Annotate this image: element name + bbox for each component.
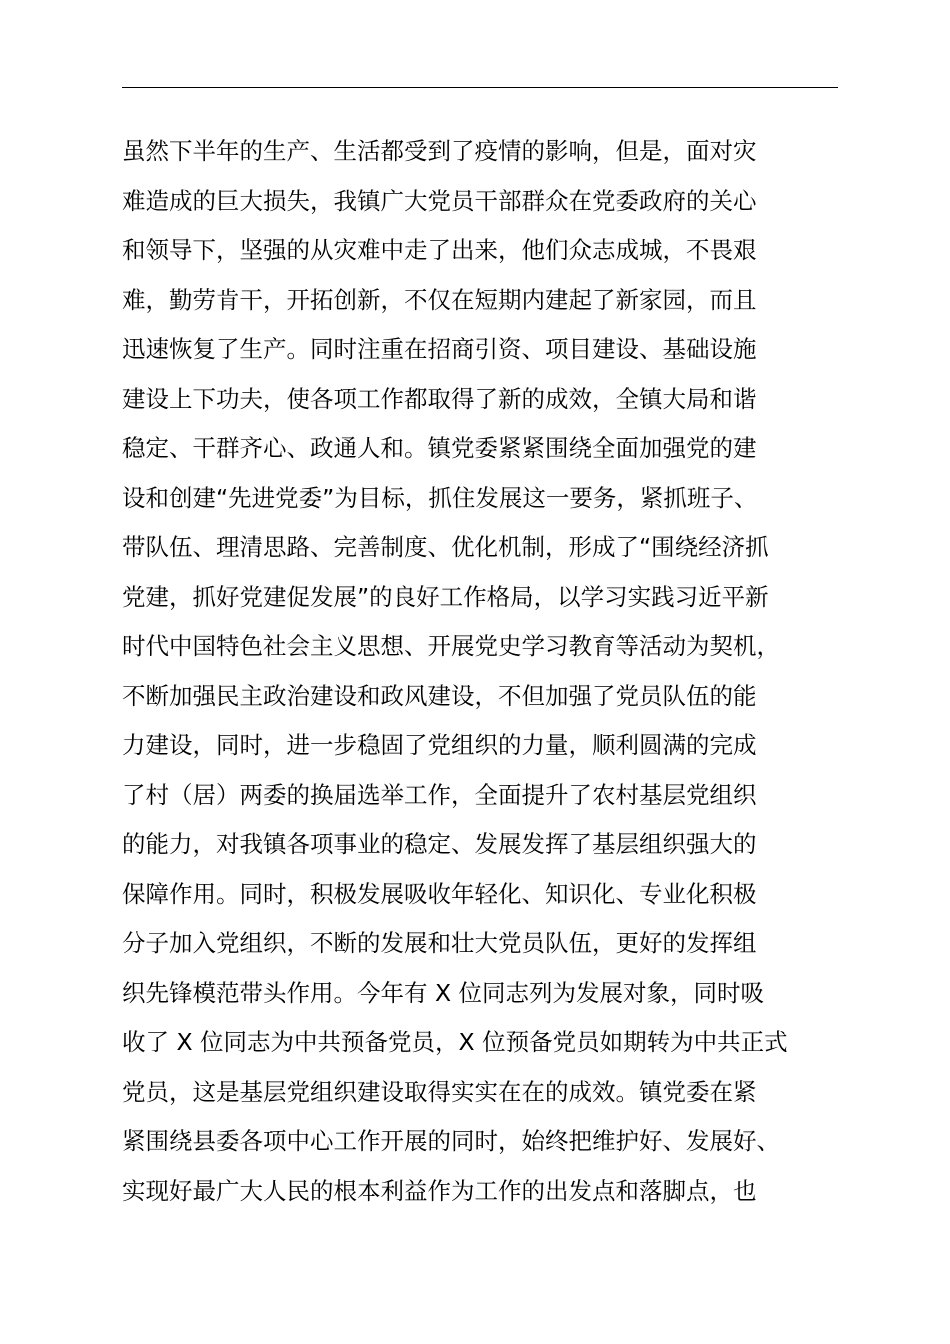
text-line: 紧围绕县委各项中心工作开展的同时，始终把维护好、发展好、 — [122, 1127, 780, 1155]
text-line: 保障作用。同时，积极发展吸收年轻化、知识化、专业化积极 — [122, 879, 757, 908]
text-line: 不断加强民主政治建设和政风建设，不但加强了党员队伍的能 — [122, 681, 757, 710]
text-line: 带队伍、理清思路、完善制度、优化机制，形成了“围绕经济抓 — [122, 533, 769, 561]
text-line: 分子加入党组织，不断的发展和壮大党员队伍，更好的发挥组 — [122, 929, 757, 957]
text-line: 稳定、干群齐心、政通人和。镇党委紧紧围绕全面加强党的建 — [122, 434, 757, 462]
text-line: 的能力，对我镇各项事业的稳定、发展发挥了基层组织强大的 — [122, 830, 757, 858]
text-line: 织先锋模范带头作用。今年有 X 位同志列为发展对象，同时吸 — [122, 978, 765, 1007]
text-line: 设和创建“先进党委”为目标，抓住发展这一要务，紧抓班子、 — [122, 483, 758, 512]
header-rule — [122, 87, 838, 88]
text-line: 难，勤劳肯干，开拓创新，不仅在短期内建起了新家园，而且 — [122, 285, 757, 314]
text-line: 建设上下功夫，使各项工作都取得了新的成效，全镇大局和谐 — [122, 384, 757, 413]
text-line: 虽然下半年的生产、生活都受到了疫情的影响，但是，面对灾 — [122, 137, 757, 165]
text-line: 难造成的巨大损失，我镇广大党员干部群众在党委政府的关心 — [122, 186, 757, 215]
text-line: 实现好最广大人民的根本利益作为工作的出发点和落脚点，也 — [122, 1176, 757, 1205]
text-line: 党建，抓好党建促发展”的良好工作格局，以学习实践习近平新 — [122, 582, 769, 611]
text-line: 时代中国特色社会主义思想、开展党史学习教育等活动为契机， — [122, 632, 780, 660]
text-line: 和领导下，坚强的从灾难中走了出来，他们众志成城，不畏艰 — [122, 236, 757, 264]
text-line: 党员，这是基层党组织建设取得实实在在的成效。镇党委在紧 — [122, 1077, 757, 1106]
body-paragraph — [122, 127, 852, 1216]
text-line: 迅速恢复了生产。同时注重在招商引资、项目建设、基础设施 — [122, 335, 757, 363]
text-line: 了村（居）两委的换届选举工作，全面提升了农村基层党组织 — [122, 780, 757, 809]
text-line: 力建设，同时，进一步稳固了党组织的力量，顺利圆满的完成 — [122, 731, 757, 759]
text-line: 收了 X 位同志为中共预备党员，X 位预备党员如期转为中共正式 — [122, 1028, 788, 1056]
